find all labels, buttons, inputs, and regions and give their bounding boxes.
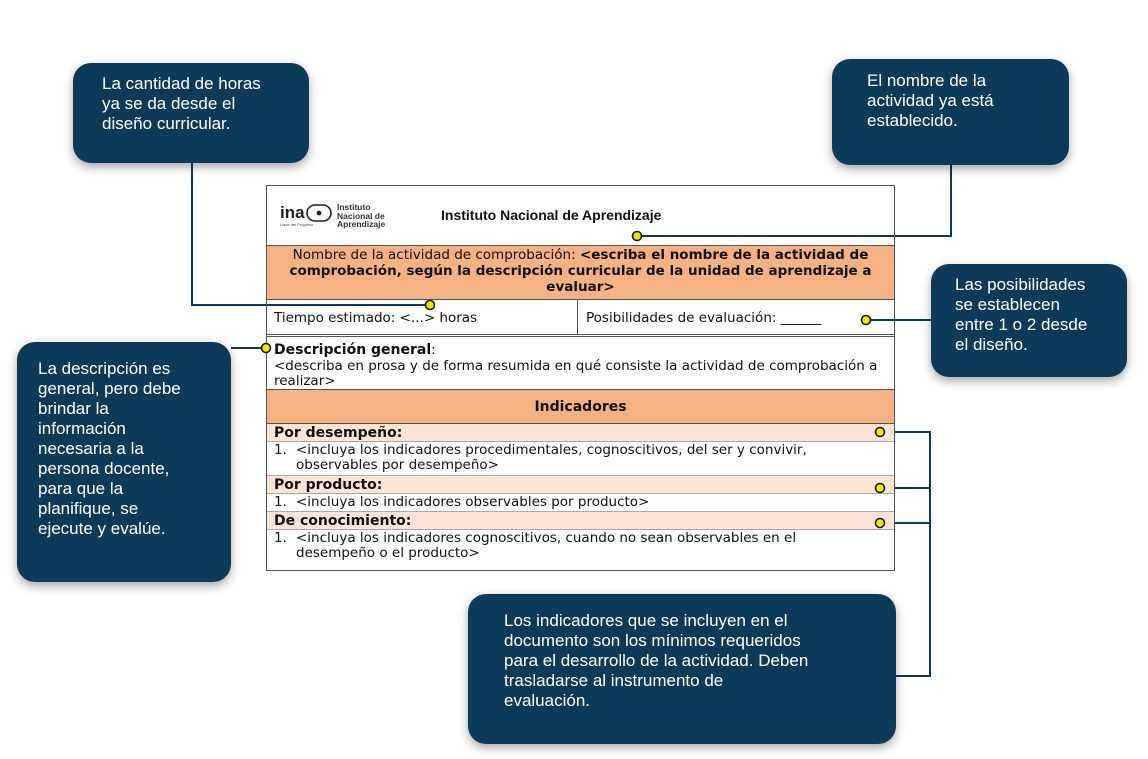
callout-posibilidades-text: Las posibilidades se establecen entre 1 o 2 desde el diseño. (955, 275, 1088, 354)
callout-nombre-text: El nombre de la actividad ya está establecido. (867, 71, 994, 130)
callout-indicadores-text: Los indicadores que se incluyen en el documento son los mínimos requeridos para el desarrollo de la actividad. Deben trasladarse al instrumento de evaluación. (504, 611, 809, 710)
item-number: 1. (274, 530, 287, 546)
document-title: Instituto Nacional de Aprendizaje (441, 207, 662, 223)
document-header (267, 186, 894, 246)
descripcion-colon: : (431, 342, 436, 358)
item-number: 1. (274, 442, 287, 458)
section-conocimiento-title: De conocimiento: (267, 512, 894, 530)
section-desempeno-item (267, 442, 894, 476)
activity-name-value: <escriba el nombre de la actividad de comprobación, según la descripción curricular de la unidad de aprendizaje a evaluar> (289, 247, 872, 295)
activity-name-row (267, 246, 894, 300)
callout-descripcion (17, 342, 231, 582)
posibilidades-evaluacion: Posibilidades de evaluación: ______ (586, 310, 822, 326)
ina-logo (279, 202, 386, 229)
section-desempeno-title: Por desempeño: (267, 424, 894, 442)
activity-name-label: Nombre de la actividad de comprobación: (292, 247, 580, 263)
callout-horas-text: La cantidad de horas ya se da desde el diseño curricular. (102, 74, 261, 133)
ina-logo-text: Instituto Nacional de Aprendizaje (337, 202, 386, 229)
callout-descripcion-text: La descripción es general, pero debe brindar la información necesaria a la persona docente, para que la planifique, se ejecute y evalúe. (38, 359, 181, 538)
item-text: <incluya los indicadores cognoscitivos, cuando no sean observables en el desempeño o el producto> (296, 530, 797, 561)
callout-nombre (832, 59, 1069, 165)
time-row (267, 300, 894, 337)
callout-indicadores (468, 594, 896, 744)
descripcion-title: Descripción general (274, 342, 432, 358)
section-conocimiento-item (267, 530, 894, 571)
item-text: <incluya los indicadores procedimentales, cognoscitivos, del ser y convivir, observables por desempeño> (296, 442, 807, 473)
callout-posibilidades (931, 264, 1127, 377)
descripcion-general-row (267, 341, 894, 390)
item-number: 1. (274, 494, 287, 510)
ina-logo-icon (279, 202, 333, 228)
item-text: <incluya los indicadores observables por producto> (296, 494, 650, 510)
indicadores-header: Indicadores (267, 390, 894, 424)
svg-text:ina: ina (280, 203, 305, 222)
descripcion-text: <describa en prosa y de forma resumida en qué consiste la actividad de comprobación a realizar> (274, 357, 878, 389)
tiempo-estimado: Tiempo estimado: <...> horas (267, 300, 578, 334)
activity-template-document (266, 185, 895, 571)
svg-text:Llave del Progreso: Llave del Progreso (280, 222, 314, 227)
section-producto-item (267, 494, 894, 512)
callout-horas (73, 63, 309, 163)
section-producto-title: Por producto: (267, 476, 894, 494)
